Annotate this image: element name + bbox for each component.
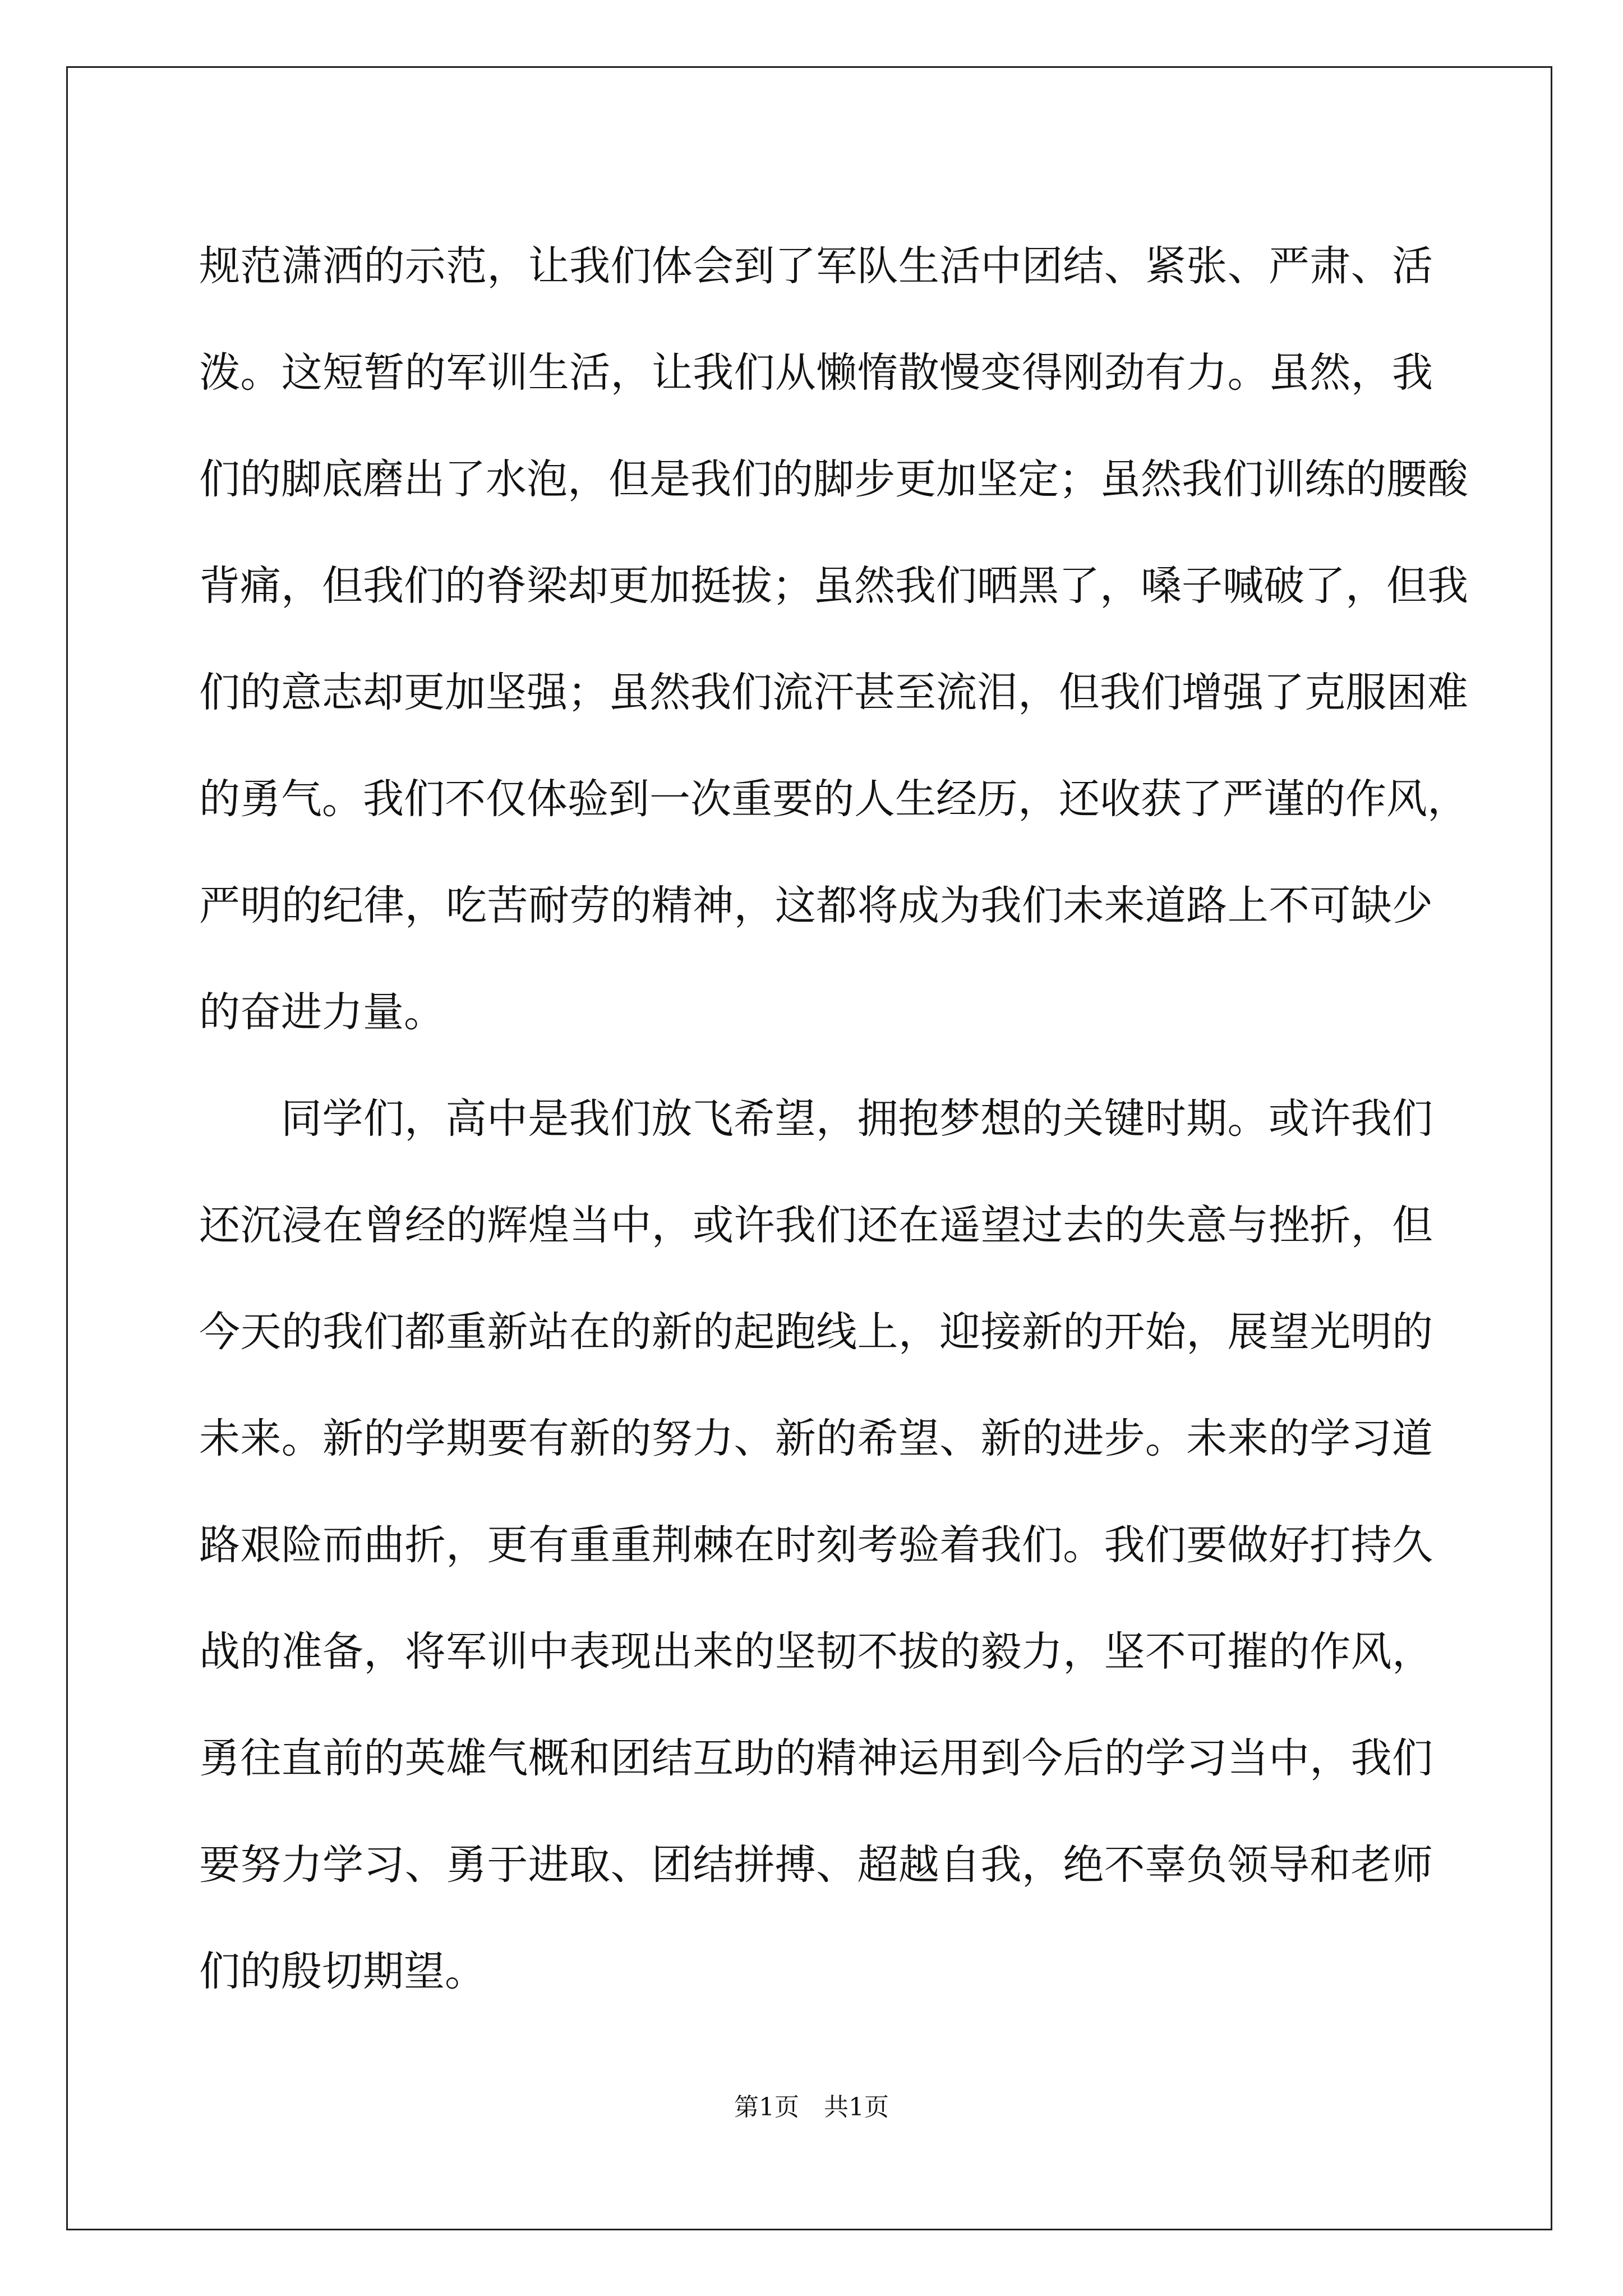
paragraph-1 <box>199 213 1468 1066</box>
page-number-footer: 第1页 共1页 <box>734 2093 889 2122</box>
text-line: 路艰险而曲折，更有重重荆棘在时刻考验着我们。我们要做好打持久 <box>199 1521 1433 1569</box>
text-line: 们的脚底磨出了水泡，但是我们的脚步更加坚定；虽然我们训练的腰酸 <box>199 455 1468 503</box>
text-line: 的奋进力量。 <box>199 988 445 1036</box>
text-line: 背痛，但我们的脊梁却更加挺拔；虽然我们晒黑了，嗓子喊破了，但我 <box>199 562 1468 610</box>
paragraph-2 <box>199 1066 1433 2025</box>
text-line: 泼。这短暂的军训生活，让我们从懒惰散慢变得刚劲有力。虽然，我 <box>199 349 1433 397</box>
text-line: 要努力学习、勇于进取、团结拼搏、超越自我，绝不辜负领导和老师 <box>199 1841 1433 1889</box>
text-line: 未来。新的学期要有新的努力、新的希望、新的进步。未来的学习道 <box>199 1415 1433 1462</box>
text-line: 还沉浸在曾经的辉煌当中，或许我们还在遥望过去的失意与挫折，但 <box>199 1202 1433 1249</box>
text-line: 们的殷切期望。 <box>199 1948 486 1995</box>
document-body <box>199 213 1468 2025</box>
text-line: 勇往直前的英雄气概和团结互助的精神运用到今后的学习当中，我们 <box>199 1734 1433 1782</box>
text-line: 的勇气。我们不仅体验到一次重要的人生经历，还收获了严谨的作风， <box>199 775 1468 823</box>
text-line: 们的意志却更加坚强；虽然我们流汗甚至流泪，但我们增强了克服困难 <box>199 669 1468 716</box>
text-line: 今天的我们都重新站在的新的起跑线上，迎接新的开始，展望光明的 <box>199 1308 1433 1356</box>
text-line: 规范潇洒的示范，让我们体会到了军队生活中团结、紧张、严肃、活 <box>199 242 1433 290</box>
text-line: 严明的纪律，吃苦耐劳的精神，这都将成为我们未来道路上不可缺少 <box>199 882 1433 930</box>
text-line: 同学们，高中是我们放飞希望，拥抱梦想的关键时期。或许我们 <box>281 1095 1433 1143</box>
text-line: 战的准备，将军训中表现出来的坚韧不拔的毅力，坚不可摧的作风， <box>199 1628 1433 1676</box>
